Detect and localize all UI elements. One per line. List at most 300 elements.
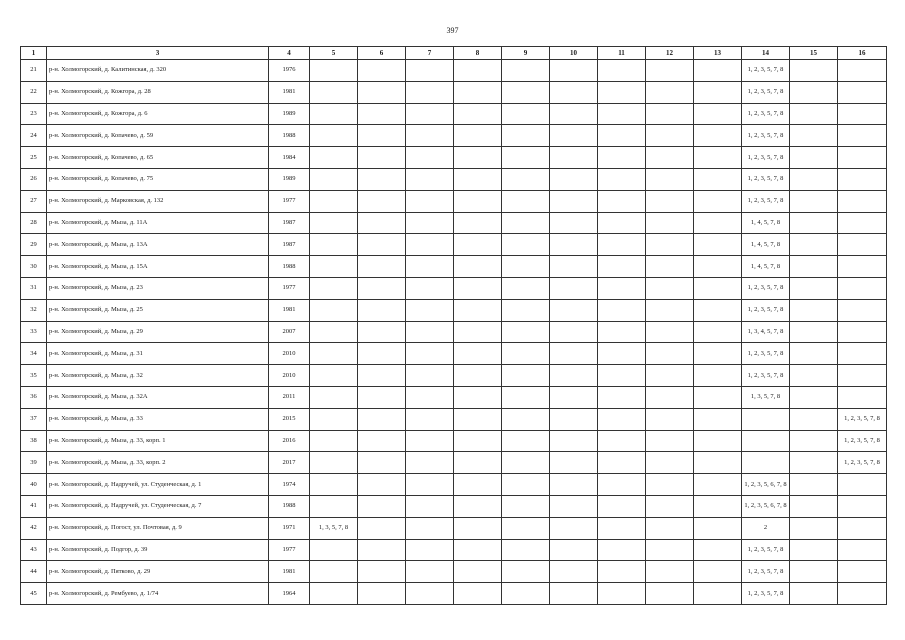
page-number: 397 — [446, 26, 459, 35]
empty-cell — [454, 277, 502, 299]
empty-cell — [550, 343, 598, 365]
empty-cell — [790, 386, 838, 408]
col14-cell: 1, 4, 5, 7, 8 — [742, 256, 790, 278]
table-row — [21, 343, 887, 365]
empty-cell — [646, 321, 694, 343]
col5-cell — [310, 539, 358, 561]
empty-cell — [406, 212, 454, 234]
empty-cell — [502, 474, 550, 496]
col16-cell — [838, 517, 887, 539]
empty-cell — [598, 299, 646, 321]
col5-cell — [310, 299, 358, 321]
col14-cell: 1, 3, 5, 7, 8 — [742, 386, 790, 408]
address-cell: р-н. Холмогорский, д. Марковская, д. 132 — [47, 190, 269, 212]
empty-cell — [646, 365, 694, 387]
empty-cell — [694, 256, 742, 278]
empty-cell — [454, 474, 502, 496]
empty-cell — [694, 583, 742, 605]
column-header: 6 — [358, 47, 406, 60]
table-row — [21, 430, 887, 452]
empty-cell — [550, 365, 598, 387]
empty-cell — [550, 495, 598, 517]
empty-cell — [598, 408, 646, 430]
empty-cell — [550, 277, 598, 299]
year-cell: 2015 — [269, 408, 310, 430]
col14-cell: 1, 2, 3, 5, 7, 8 — [742, 583, 790, 605]
empty-cell — [646, 474, 694, 496]
col14-cell: 1, 2, 3, 5, 7, 8 — [742, 190, 790, 212]
table-row — [21, 147, 887, 169]
col5-cell — [310, 386, 358, 408]
col5-cell — [310, 81, 358, 103]
column-header: 12 — [646, 47, 694, 60]
address-cell: р-н. Холмогорский, д. Копачево, д. 59 — [47, 125, 269, 147]
empty-cell — [454, 60, 502, 82]
empty-cell — [358, 408, 406, 430]
empty-cell — [694, 212, 742, 234]
year-cell: 2016 — [269, 430, 310, 452]
address-cell: р-н. Холмогорский, д. Мыза, д. 13А — [47, 234, 269, 256]
empty-cell — [694, 408, 742, 430]
year-cell: 2010 — [269, 343, 310, 365]
empty-cell — [454, 430, 502, 452]
empty-cell — [358, 452, 406, 474]
empty-cell — [502, 60, 550, 82]
empty-cell — [694, 343, 742, 365]
empty-cell — [502, 321, 550, 343]
col5-cell — [310, 125, 358, 147]
address-cell: р-н. Холмогорский, д. Надручей, ул. Студенческая, д. 1 — [47, 474, 269, 496]
col5-cell — [310, 147, 358, 169]
row-number-cell: 45 — [21, 583, 47, 605]
empty-cell — [358, 103, 406, 125]
empty-cell — [358, 190, 406, 212]
col5-cell — [310, 430, 358, 452]
row-number-cell: 28 — [21, 212, 47, 234]
col16-cell — [838, 103, 887, 125]
empty-cell — [502, 299, 550, 321]
empty-cell — [790, 60, 838, 82]
empty-cell — [694, 321, 742, 343]
register-table — [20, 46, 887, 605]
empty-cell — [646, 539, 694, 561]
col16-cell — [838, 386, 887, 408]
row-number-cell: 21 — [21, 60, 47, 82]
empty-cell — [502, 561, 550, 583]
address-cell: р-н. Холмогорский, д. Мыза, д. 32 — [47, 365, 269, 387]
column-header: 10 — [550, 47, 598, 60]
col16-cell — [838, 321, 887, 343]
year-cell: 1981 — [269, 81, 310, 103]
table-row — [21, 190, 887, 212]
table-row — [21, 168, 887, 190]
empty-cell — [502, 212, 550, 234]
empty-cell — [646, 517, 694, 539]
empty-cell — [646, 190, 694, 212]
empty-cell — [598, 60, 646, 82]
empty-cell — [790, 190, 838, 212]
empty-cell — [454, 386, 502, 408]
col16-cell — [838, 583, 887, 605]
empty-cell — [502, 539, 550, 561]
empty-cell — [694, 277, 742, 299]
empty-cell — [406, 81, 454, 103]
col16-cell — [838, 474, 887, 496]
empty-cell — [694, 474, 742, 496]
empty-cell — [502, 408, 550, 430]
empty-cell — [454, 452, 502, 474]
empty-cell — [598, 212, 646, 234]
address-cell: р-н. Холмогорский, д. Рембуево, д. 1/74 — [47, 583, 269, 605]
col14-cell: 1, 2, 3, 5, 7, 8 — [742, 60, 790, 82]
year-cell: 2011 — [269, 386, 310, 408]
empty-cell — [406, 408, 454, 430]
empty-cell — [502, 430, 550, 452]
row-number-cell: 23 — [21, 103, 47, 125]
empty-cell — [646, 103, 694, 125]
empty-cell — [646, 81, 694, 103]
empty-cell — [598, 168, 646, 190]
empty-cell — [454, 517, 502, 539]
empty-cell — [790, 321, 838, 343]
col16-cell — [838, 81, 887, 103]
empty-cell — [694, 517, 742, 539]
address-cell: р-н. Холмогорский, д. Копачево, д. 65 — [47, 147, 269, 169]
empty-cell — [502, 190, 550, 212]
column-header: 13 — [694, 47, 742, 60]
table-row — [21, 408, 887, 430]
empty-cell — [646, 125, 694, 147]
column-header: 15 — [790, 47, 838, 60]
year-cell: 1977 — [269, 539, 310, 561]
empty-cell — [406, 234, 454, 256]
empty-cell — [550, 517, 598, 539]
empty-cell — [550, 147, 598, 169]
empty-cell — [550, 561, 598, 583]
empty-cell — [406, 365, 454, 387]
empty-cell — [358, 517, 406, 539]
address-cell: р-н. Холмогорский, д. Мыза, д. 32А — [47, 386, 269, 408]
table-row — [21, 299, 887, 321]
empty-cell — [646, 277, 694, 299]
empty-cell — [790, 256, 838, 278]
address-cell: р-н. Холмогорский, д. Мыза, д. 11А — [47, 212, 269, 234]
empty-cell — [790, 168, 838, 190]
column-header: 4 — [269, 47, 310, 60]
empty-cell — [550, 125, 598, 147]
column-header: 1 — [21, 47, 47, 60]
empty-cell — [502, 256, 550, 278]
empty-cell — [358, 343, 406, 365]
empty-cell — [358, 386, 406, 408]
empty-cell — [646, 386, 694, 408]
table-row — [21, 81, 887, 103]
col5-cell — [310, 365, 358, 387]
row-number-cell: 40 — [21, 474, 47, 496]
row-number-cell: 27 — [21, 190, 47, 212]
empty-cell — [358, 299, 406, 321]
year-cell: 1977 — [269, 190, 310, 212]
year-cell: 2017 — [269, 452, 310, 474]
col14-cell: 1, 2, 3, 5, 7, 8 — [742, 147, 790, 169]
empty-cell — [646, 299, 694, 321]
table-row — [21, 474, 887, 496]
col14-cell — [742, 452, 790, 474]
empty-cell — [646, 408, 694, 430]
row-number-cell: 33 — [21, 321, 47, 343]
empty-cell — [790, 474, 838, 496]
col14-cell: 2 — [742, 517, 790, 539]
empty-cell — [406, 343, 454, 365]
empty-cell — [598, 103, 646, 125]
year-cell: 2007 — [269, 321, 310, 343]
table-row — [21, 277, 887, 299]
empty-cell — [598, 277, 646, 299]
address-cell: р-н. Холмогорский, д. Мыза, д. 31 — [47, 343, 269, 365]
empty-cell — [550, 408, 598, 430]
row-number-cell: 34 — [21, 343, 47, 365]
column-header: 8 — [454, 47, 502, 60]
empty-cell — [694, 561, 742, 583]
empty-cell — [790, 147, 838, 169]
col16-cell — [838, 234, 887, 256]
col5-cell — [310, 343, 358, 365]
col5-cell — [310, 60, 358, 82]
empty-cell — [694, 168, 742, 190]
empty-cell — [646, 168, 694, 190]
empty-cell — [454, 343, 502, 365]
empty-cell — [358, 561, 406, 583]
row-number-cell: 35 — [21, 365, 47, 387]
empty-cell — [454, 147, 502, 169]
row-number-cell: 29 — [21, 234, 47, 256]
empty-cell — [550, 168, 598, 190]
col16-cell — [838, 343, 887, 365]
address-cell: р-н. Холмогорский, д. Мыза, д. 33, корп. 1 — [47, 430, 269, 452]
col16-cell — [838, 539, 887, 561]
year-cell: 1974 — [269, 474, 310, 496]
empty-cell — [694, 495, 742, 517]
empty-cell — [358, 495, 406, 517]
address-cell: р-н. Холмогорский, д. Калитинская, д. 320 — [47, 60, 269, 82]
address-cell: р-н. Холмогорский, д. Мыза, д. 33 — [47, 408, 269, 430]
col14-cell: 1, 2, 3, 5, 6, 7, 8 — [742, 495, 790, 517]
col5-cell — [310, 408, 358, 430]
address-cell: р-н. Холмогорский, д. Погост, ул. Почтовая, д. 9 — [47, 517, 269, 539]
col14-cell: 1, 2, 3, 5, 7, 8 — [742, 539, 790, 561]
col16-cell — [838, 168, 887, 190]
table-row — [21, 60, 887, 82]
year-cell: 1981 — [269, 561, 310, 583]
empty-cell — [406, 103, 454, 125]
empty-cell — [550, 430, 598, 452]
address-cell: р-н. Холмогорский, д. Подгор, д. 39 — [47, 539, 269, 561]
row-number-cell: 41 — [21, 495, 47, 517]
empty-cell — [646, 343, 694, 365]
empty-cell — [406, 277, 454, 299]
table-row — [21, 386, 887, 408]
address-cell: р-н. Холмогорский, д. Мыза, д. 23 — [47, 277, 269, 299]
empty-cell — [358, 430, 406, 452]
row-number-cell: 26 — [21, 168, 47, 190]
empty-cell — [358, 81, 406, 103]
empty-cell — [454, 561, 502, 583]
empty-cell — [454, 212, 502, 234]
col16-cell — [838, 125, 887, 147]
column-header: 9 — [502, 47, 550, 60]
row-number-cell: 44 — [21, 561, 47, 583]
empty-cell — [358, 212, 406, 234]
col16-cell: 1, 2, 3, 5, 7, 8 — [838, 430, 887, 452]
empty-cell — [694, 386, 742, 408]
empty-cell — [550, 234, 598, 256]
empty-cell — [502, 452, 550, 474]
col5-cell: 1, 3, 5, 7, 8 — [310, 517, 358, 539]
column-header: 16 — [838, 47, 887, 60]
empty-cell — [646, 60, 694, 82]
empty-cell — [646, 452, 694, 474]
row-number-cell: 38 — [21, 430, 47, 452]
col5-cell — [310, 452, 358, 474]
col16-cell: 1, 2, 3, 5, 7, 8 — [838, 408, 887, 430]
year-cell: 1988 — [269, 125, 310, 147]
empty-cell — [598, 386, 646, 408]
row-number-cell: 25 — [21, 147, 47, 169]
empty-cell — [358, 147, 406, 169]
col5-cell — [310, 321, 358, 343]
empty-cell — [358, 474, 406, 496]
empty-cell — [790, 430, 838, 452]
col16-cell — [838, 561, 887, 583]
address-cell: р-н. Холмогорский, д. Мыза, д. 15А — [47, 256, 269, 278]
empty-cell — [598, 190, 646, 212]
empty-cell — [502, 81, 550, 103]
col14-cell: 1, 2, 3, 5, 7, 8 — [742, 103, 790, 125]
empty-cell — [502, 277, 550, 299]
column-header: 11 — [598, 47, 646, 60]
col5-cell — [310, 277, 358, 299]
row-number-cell: 31 — [21, 277, 47, 299]
empty-cell — [454, 234, 502, 256]
col14-cell — [742, 430, 790, 452]
table-row — [21, 365, 887, 387]
empty-cell — [646, 234, 694, 256]
year-cell: 1987 — [269, 234, 310, 256]
empty-cell — [598, 452, 646, 474]
row-number-cell: 32 — [21, 299, 47, 321]
empty-cell — [502, 234, 550, 256]
row-number-cell: 22 — [21, 81, 47, 103]
empty-cell — [694, 539, 742, 561]
empty-cell — [694, 81, 742, 103]
empty-cell — [502, 517, 550, 539]
empty-cell — [406, 495, 454, 517]
empty-cell — [790, 365, 838, 387]
table-row — [21, 539, 887, 561]
empty-cell — [550, 103, 598, 125]
column-header: 7 — [406, 47, 454, 60]
empty-cell — [502, 125, 550, 147]
address-cell: р-н. Холмогорский, д. Мыза, д. 25 — [47, 299, 269, 321]
empty-cell — [790, 452, 838, 474]
empty-cell — [598, 81, 646, 103]
empty-cell — [790, 125, 838, 147]
year-cell: 1988 — [269, 495, 310, 517]
empty-cell — [454, 299, 502, 321]
table-row — [21, 212, 887, 234]
empty-cell — [550, 452, 598, 474]
empty-cell — [406, 430, 454, 452]
empty-cell — [406, 452, 454, 474]
col5-cell — [310, 583, 358, 605]
row-number-cell: 39 — [21, 452, 47, 474]
empty-cell — [358, 321, 406, 343]
year-cell: 1964 — [269, 583, 310, 605]
table-row — [21, 495, 887, 517]
col5-cell — [310, 495, 358, 517]
address-cell: р-н. Холмогорский, д. Копачево, д. 75 — [47, 168, 269, 190]
empty-cell — [502, 495, 550, 517]
column-header: 5 — [310, 47, 358, 60]
empty-cell — [790, 299, 838, 321]
empty-cell — [502, 386, 550, 408]
empty-cell — [790, 212, 838, 234]
row-number-cell: 24 — [21, 125, 47, 147]
col5-cell — [310, 256, 358, 278]
col14-cell — [742, 408, 790, 430]
table-row — [21, 452, 887, 474]
row-number-cell: 36 — [21, 386, 47, 408]
empty-cell — [598, 474, 646, 496]
col14-cell: 1, 2, 3, 5, 7, 8 — [742, 561, 790, 583]
empty-cell — [790, 495, 838, 517]
table-row — [21, 321, 887, 343]
empty-cell — [358, 256, 406, 278]
empty-cell — [502, 147, 550, 169]
empty-cell — [454, 495, 502, 517]
empty-cell — [598, 583, 646, 605]
empty-cell — [694, 299, 742, 321]
empty-cell — [598, 256, 646, 278]
year-cell: 1984 — [269, 147, 310, 169]
col16-cell — [838, 60, 887, 82]
empty-cell — [358, 539, 406, 561]
empty-cell — [358, 168, 406, 190]
col5-cell — [310, 103, 358, 125]
empty-cell — [358, 277, 406, 299]
empty-cell — [454, 583, 502, 605]
col5-cell — [310, 168, 358, 190]
empty-cell — [598, 365, 646, 387]
year-cell: 1988 — [269, 256, 310, 278]
empty-cell — [598, 147, 646, 169]
year-cell: 1987 — [269, 212, 310, 234]
year-cell: 1989 — [269, 103, 310, 125]
address-cell: р-н. Холмогорский, д. Мыза, д. 33, корп. 2 — [47, 452, 269, 474]
col16-cell — [838, 495, 887, 517]
address-cell: р-н. Холмогорский, д. Пятково, д. 29 — [47, 561, 269, 583]
empty-cell — [454, 321, 502, 343]
empty-cell — [550, 583, 598, 605]
empty-cell — [406, 474, 454, 496]
column-header: 3 — [47, 47, 269, 60]
row-number-cell: 42 — [21, 517, 47, 539]
empty-cell — [550, 539, 598, 561]
empty-cell — [406, 125, 454, 147]
year-cell: 1971 — [269, 517, 310, 539]
empty-cell — [502, 365, 550, 387]
col16-cell — [838, 256, 887, 278]
